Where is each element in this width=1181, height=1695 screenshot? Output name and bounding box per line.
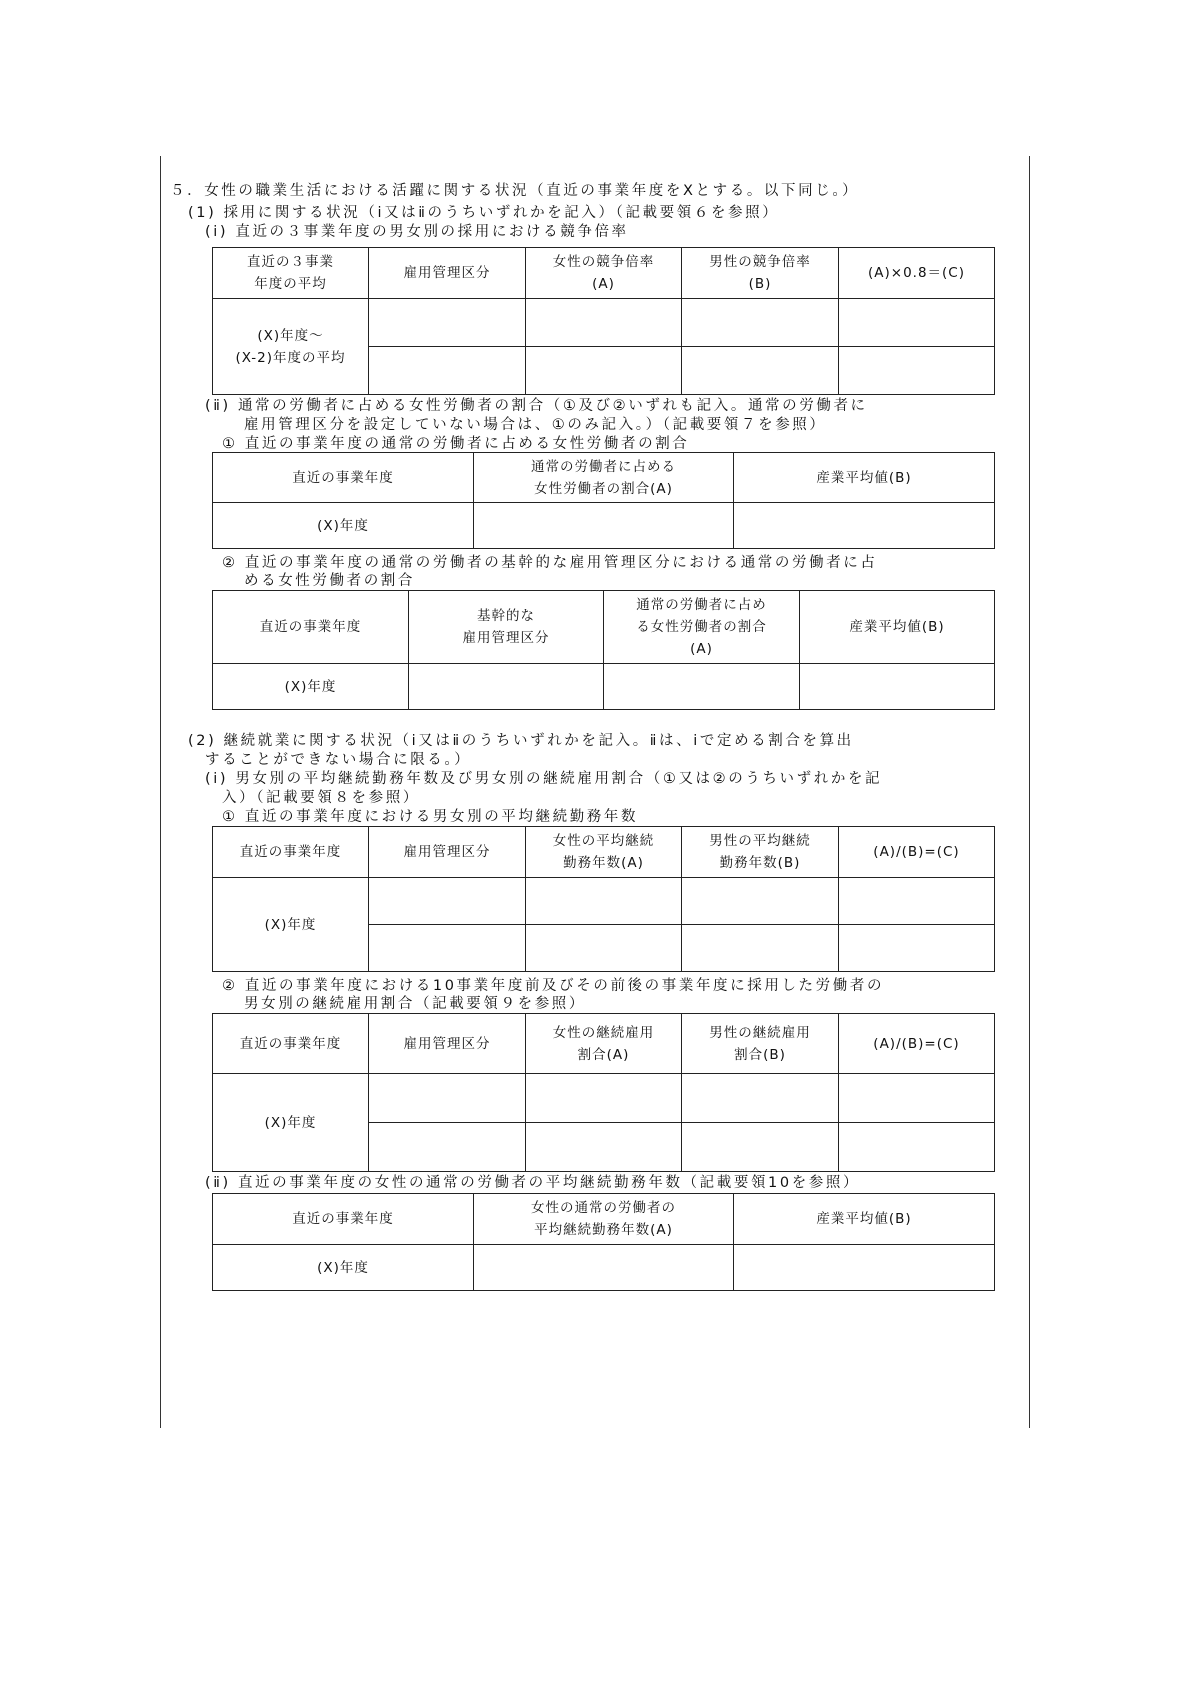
header-cell: 直近の事業年度 [213,1194,474,1245]
input-cell[interactable] [682,1074,839,1123]
input-cell[interactable] [839,347,995,395]
input-cell[interactable] [526,1074,682,1123]
header-cell: 女性の競争倍率 (A) [526,248,682,299]
header-cell: 女性の通常の労働者の 平均継続勤務年数(A) [474,1194,734,1245]
input-cell[interactable] [369,1123,526,1172]
input-cell[interactable] [839,925,995,972]
section-2-ii-heading: (ⅱ) 直近の事業年度の女性の通常の労働者の平均継続勤務年数（記載要領10を参照） [205,1175,861,1191]
input-cell[interactable] [800,664,995,710]
input-cell[interactable] [682,878,839,925]
section-2-i-2-line2: 男女別の継続雇用割合（記載要領９を参照） [244,996,586,1012]
section-2-line2: することができない場合に限る。） [205,752,472,768]
row-label-cell: (X)年度～ (X-2)年度の平均 [213,299,369,395]
table-female-average-tenure [212,1193,995,1291]
input-cell[interactable] [682,1123,839,1172]
input-cell[interactable] [369,299,526,347]
input-cell[interactable] [682,925,839,972]
row-label-cell: (X)年度 [213,1245,474,1291]
section-1-ii-2-line2: める女性労働者の割合 [244,573,415,589]
row-label-cell: (X)年度 [213,503,474,549]
input-cell[interactable] [369,925,526,972]
input-cell[interactable] [526,878,682,925]
header-cell: 雇用管理区分 [369,827,526,878]
header-cell: 男性の平均継続 勤務年数(B) [682,827,839,878]
section-1-heading: (1) 採用に関する状況（ⅰ又はⅱのうちいずれかを記入）（記載要領６を参照） [188,205,780,221]
header-cell: 直近の３事業 年度の平均 [213,248,369,299]
input-cell[interactable] [839,299,995,347]
table-female-ratio [212,452,995,549]
header-cell: 直近の事業年度 [213,1014,369,1074]
input-cell[interactable] [474,1245,734,1291]
input-cell[interactable] [369,878,526,925]
input-cell[interactable] [369,347,526,395]
header-cell: 男性の競争倍率 (B) [682,248,839,299]
table-average-tenure [212,826,995,972]
header-cell: 基幹的な 雇用管理区分 [409,591,604,664]
section-1-ii-1-heading: ① 直近の事業年度の通常の労働者に占める女性労働者の割合 [222,436,690,452]
row-label-cell: (X)年度 [213,1074,369,1172]
input-cell[interactable] [734,503,995,549]
header-cell: (A)×0.8＝(C) [839,248,995,299]
input-cell[interactable] [839,1074,995,1123]
input-cell[interactable] [839,1123,995,1172]
section-1-ii-line2: 雇用管理区分を設定していない場合は、①のみ記入。）（記載要領７を参照） [244,417,827,433]
header-cell: 直近の事業年度 [213,827,369,878]
input-cell[interactable] [409,664,604,710]
header-cell: (A)/(B)=(C) [839,827,995,878]
section-2-line1: (2) 継続就業に関する状況（ⅰ又はⅱのうちいずれかを記入。ⅱは、ⅰで定める割合を算出 [188,733,854,749]
row-label-cell: (X)年度 [213,664,409,710]
input-cell[interactable] [839,878,995,925]
input-cell[interactable] [474,503,734,549]
input-cell[interactable] [526,299,682,347]
section-2-i-line1: (ⅰ) 男女別の平均継続勤務年数及び男女別の継続雇用割合（①又は②のうちいずれかを記 [205,771,883,787]
header-cell: 男性の継続雇用 割合(B) [682,1014,839,1074]
header-cell: (A)/(B)=(C) [839,1014,995,1074]
input-cell[interactable] [682,347,839,395]
section-1-ii-line1: (ⅱ) 通常の労働者に占める女性労働者の割合（①及び②いずれも記入。通常の労働者に [205,398,868,414]
header-cell: 雇用管理区分 [369,1014,526,1074]
section-1-i-heading: (ⅰ) 直近の３事業年度の男女別の採用における競争倍率 [205,224,629,240]
input-cell[interactable] [526,347,682,395]
input-cell[interactable] [526,1123,682,1172]
input-cell[interactable] [734,1245,995,1291]
section-5-title: ５．女性の職業生活における活躍に関する状況（直近の事業年度をXとする。以下同じ。） [170,183,860,199]
header-cell: 女性の平均継続 勤務年数(A) [526,827,682,878]
input-cell[interactable] [526,925,682,972]
header-cell: 産業平均値(B) [734,1194,995,1245]
row-label-cell: (X)年度 [213,878,369,972]
header-cell: 産業平均値(B) [734,453,995,503]
header-cell: 直近の事業年度 [213,591,409,664]
section-1-ii-2-line1: ② 直近の事業年度の通常の労働者の基幹的な雇用管理区分における通常の労働者に占 [222,555,878,571]
table-core-category-female-ratio [212,590,995,710]
header-cell: 女性の継続雇用 割合(A) [526,1014,682,1074]
header-cell: 直近の事業年度 [213,453,474,503]
table-competition-ratio [212,247,995,395]
section-2-i-line2: 入）（記載要領８を参照） [222,790,420,806]
section-2-i-2-line1: ② 直近の事業年度における10事業年度前及びその前後の事業年度に採用した労働者の [222,978,885,994]
left-margin-rule [160,156,161,1428]
table-continued-employment-ratio [212,1013,995,1172]
input-cell[interactable] [369,1074,526,1123]
header-cell: 通常の労働者に占める 女性労働者の割合(A) [474,453,734,503]
input-cell[interactable] [682,299,839,347]
header-cell: 産業平均値(B) [800,591,995,664]
header-cell: 通常の労働者に占め る女性労働者の割合 (A) [604,591,800,664]
header-cell: 雇用管理区分 [369,248,526,299]
right-margin-rule [1029,156,1030,1428]
input-cell[interactable] [604,664,800,710]
section-2-i-1-heading: ① 直近の事業年度における男女別の平均継続勤務年数 [222,809,639,825]
